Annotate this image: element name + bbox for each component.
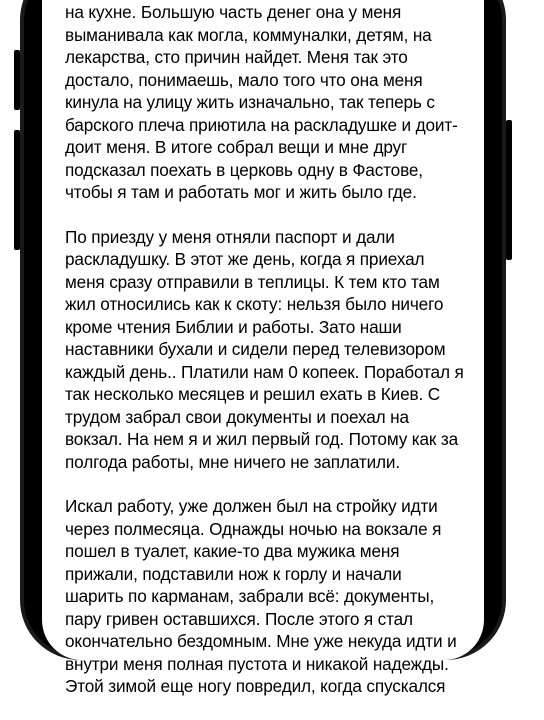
volume-up-button <box>14 50 20 110</box>
paragraph-3: Искал работу, уже должен был на стройку идти через полмесяца. Однажды ночью на вокзале я пошел в туалет, какие-то два мужика меня прижали, подставили нож к горлу и начали шарить по карманам, забрали всё: документы, пару гривен оставшихся. После этого я стал окончательно бездомным. Мне уже некуда идти и внутри меня полная пустота и никакой надежды. Этой зимой еще ногу повредил, когда спускался <box>65 496 457 696</box>
story-text <box>65 1 480 720</box>
phone-screen <box>42 0 484 696</box>
power-button <box>506 120 512 260</box>
paragraph-2: По приезду у меня отняли паспорт и дали раскладушку. В этот же день, когда я приехал меня сразу отправили в теплицы. К тем кто там жил относились как к скоту: нельзя было ничего кроме чтения Библии и работы. Зато наши наставники бухали и сидели перед телевизором каждый день.. Платили нам 0 копеек. Поработал я так несколько месяцев и решил ехать в Киев. С трудом забрал свои документы и поехал на вокзал. На нем я и жил первый год. Потому как за полгода работы, мне ничего не заплатили. <box>65 226 464 472</box>
paragraph-1: на кухне. Большую часть денег она у меня выманивала как могла, коммуналки, детям, на лекарства, сто причин найдет. Меня так это достало, понимаешь, мало того что она меня кинула на улицу жить изначально, так теперь с барского плеча приютила на раскладушке и доит- доит меня. В итоге собрал вещи и мне друг подсказал поехать в церковь одну в Фастове, чтобы я там и работать мог и жить было где. <box>65 2 458 202</box>
volume-down-button <box>14 130 20 250</box>
